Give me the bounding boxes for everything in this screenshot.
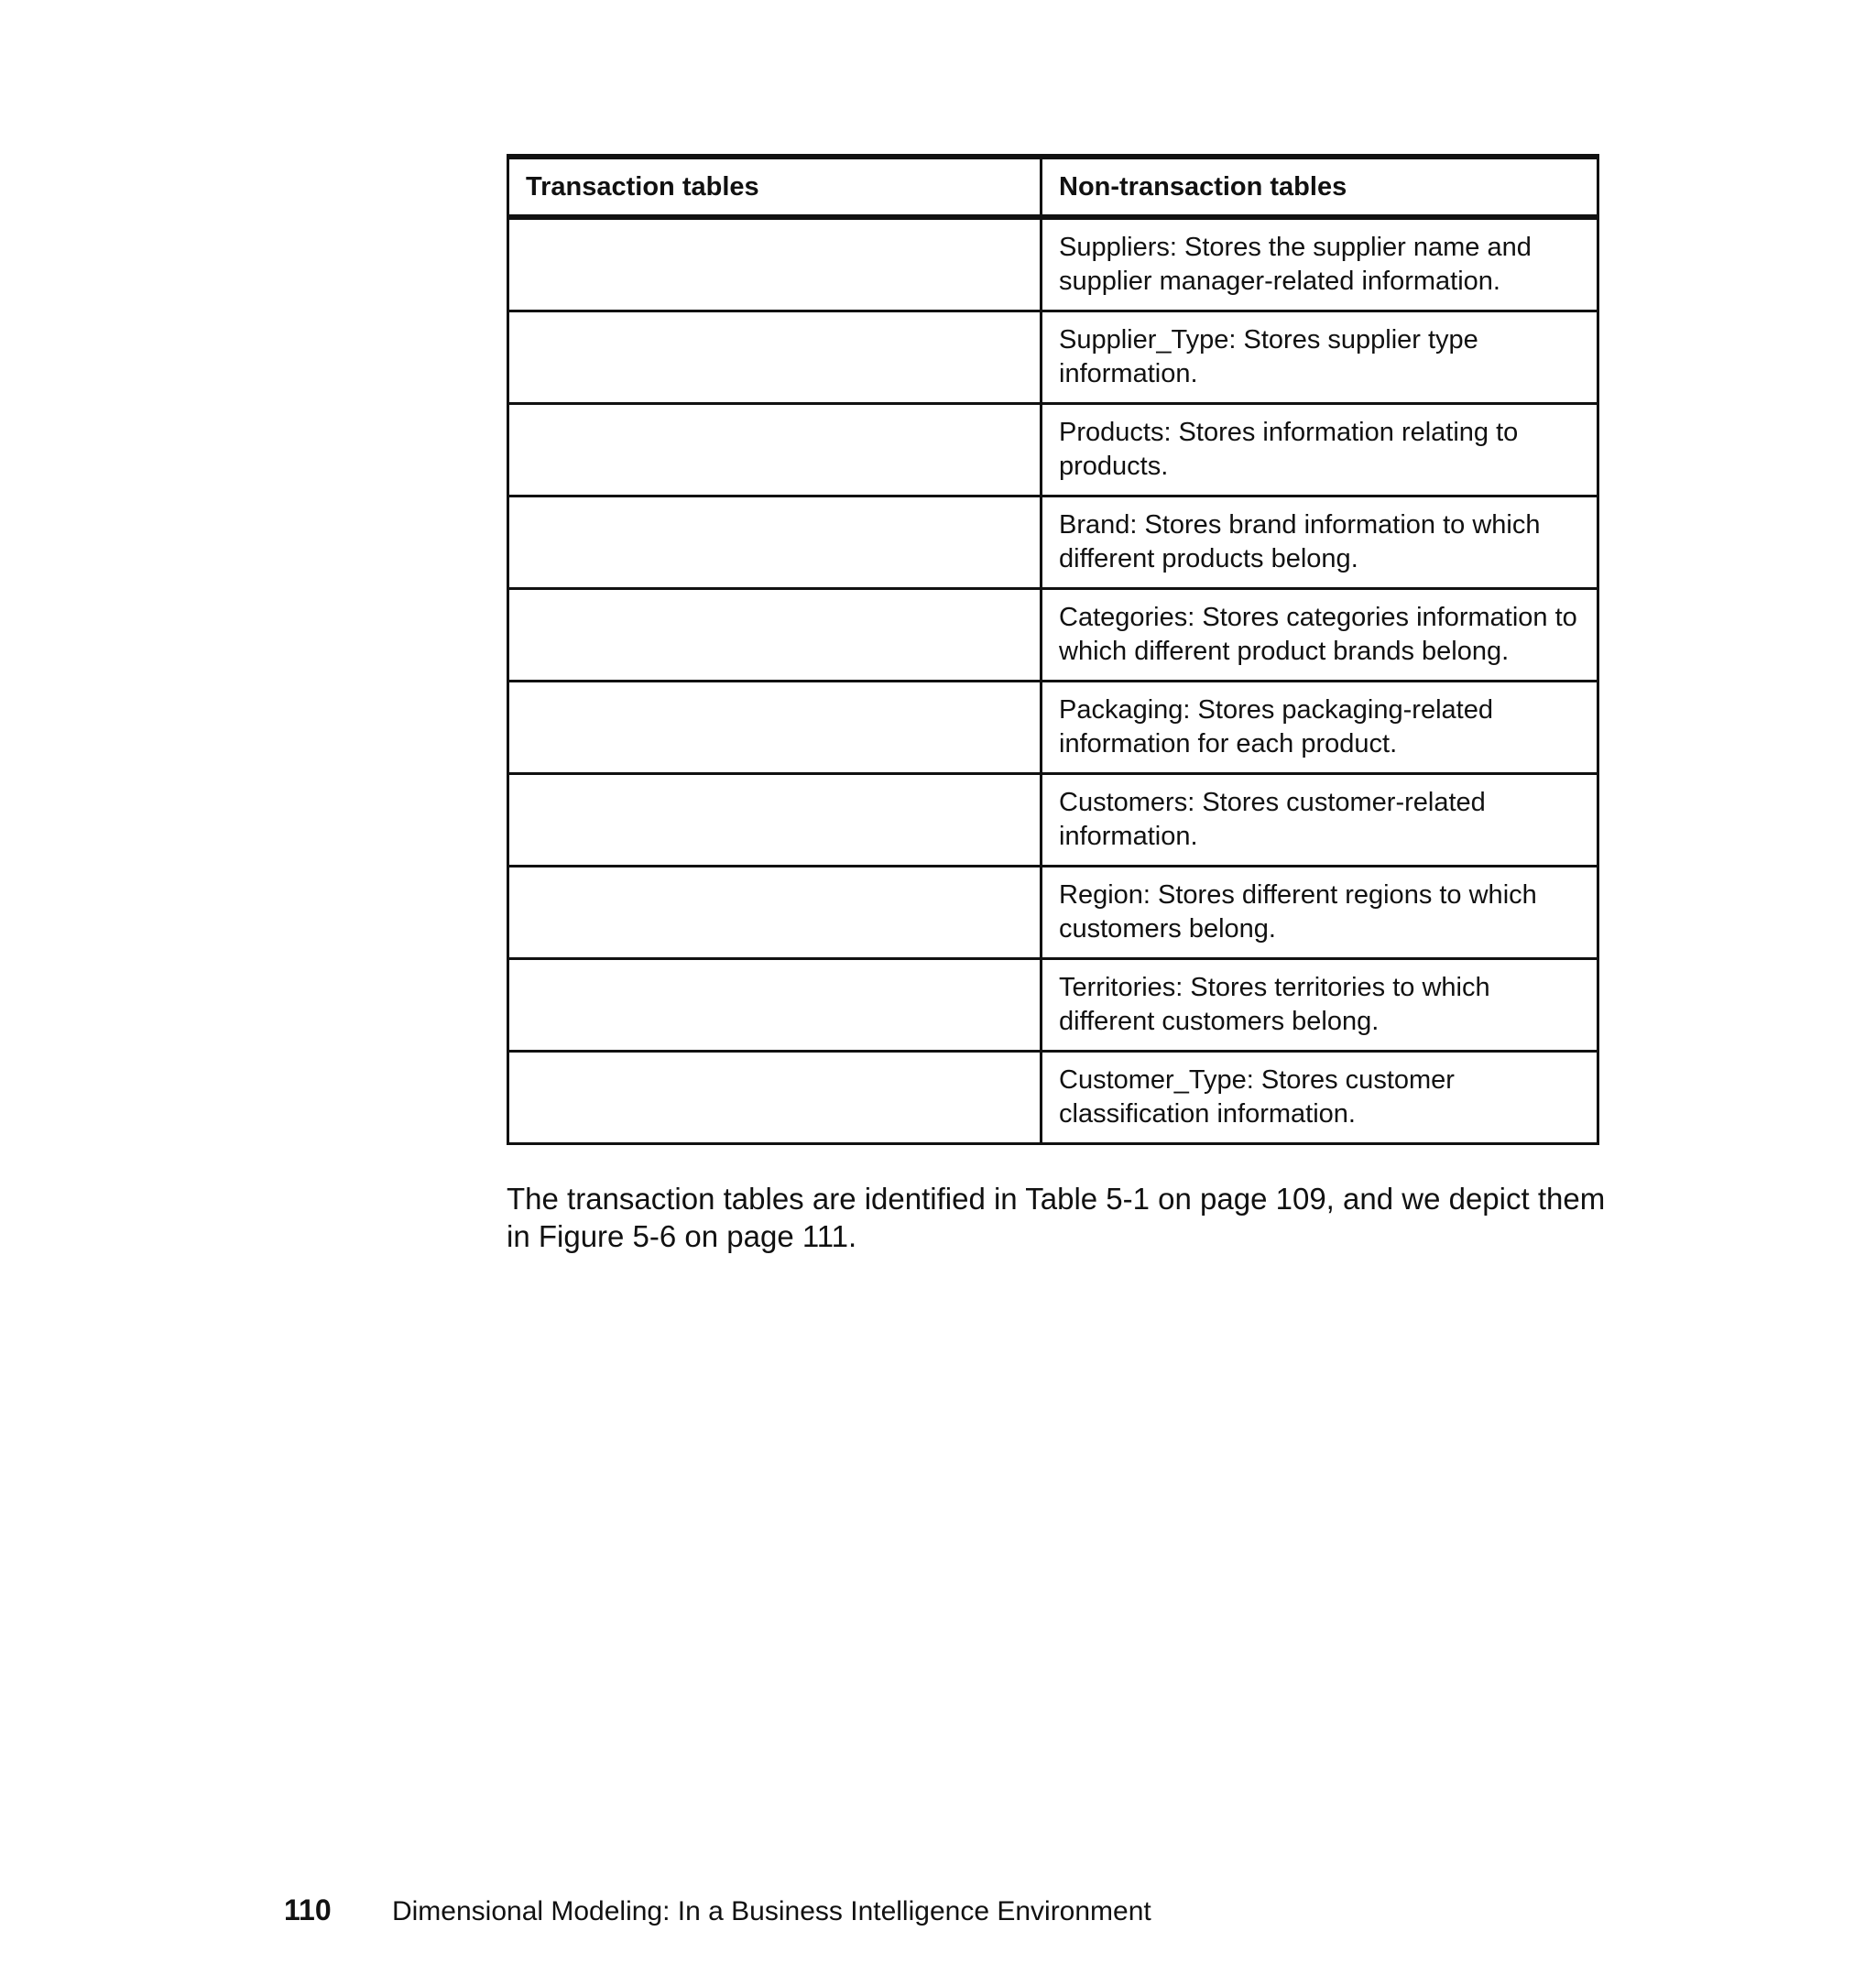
transaction-cell <box>508 311 1042 404</box>
non-transaction-cell: Region: Stores different regions to which customers belong. <box>1042 867 1598 959</box>
table-row <box>508 496 1598 589</box>
table-row <box>508 589 1598 682</box>
non-transaction-cell: Suppliers: Stores the supplier name and supplier manager-related information. <box>1059 233 1532 296</box>
page-number: 110 <box>284 1893 332 1926</box>
table-row <box>508 311 1598 404</box>
table-row <box>508 959 1598 1052</box>
book-title: Dimensional Modeling: In a Business Intelligence Environment <box>391 1896 1151 1926</box>
transaction-cell <box>508 682 1042 774</box>
non-transaction-cell: Customers: Stores customer-related information. <box>1042 774 1598 867</box>
table-row <box>508 867 1598 959</box>
non-transaction-cell: Products: Stores information relating to products. <box>1042 404 1598 496</box>
transaction-cell <box>508 959 1042 1052</box>
non-transaction-cell: Customer_Type: Stores customer classification information. <box>1042 1052 1598 1144</box>
table-row <box>508 404 1598 496</box>
table-row <box>508 1052 1598 1144</box>
table-row <box>508 217 1598 311</box>
non-transaction-cell: Supplier_Type: Stores supplier type information. <box>1042 311 1598 404</box>
transaction-cell <box>508 496 1042 589</box>
non-transaction-cell: Territories: Stores territories to which different customers belong. <box>1042 959 1598 1052</box>
body-paragraph: The transaction tables are identified in Table 5-1 on page 109, and we depict them in Figure 5-6 on page 111. <box>507 1182 1606 1253</box>
non-transaction-cell: Categories: Stores categories information to which different product brands belong. <box>1042 589 1598 682</box>
table-row <box>508 774 1598 867</box>
transaction-cell <box>508 867 1042 959</box>
transaction-cell <box>508 774 1042 867</box>
table-header-row <box>508 157 1598 217</box>
transaction-cell <box>508 589 1042 682</box>
table-row <box>508 682 1598 774</box>
header-non-transaction-tables: Non-transaction tables <box>1042 157 1598 217</box>
transaction-cell <box>508 404 1042 496</box>
non-transaction-cell: Packaging: Stores packaging-related information for each product. <box>1042 682 1598 774</box>
tables-classification-table <box>507 154 1599 1145</box>
transaction-cell <box>508 1052 1042 1144</box>
non-transaction-cell: Brand: Stores brand information to which different products belong. <box>1042 496 1598 589</box>
page-footer <box>284 1893 1151 1927</box>
header-transaction-tables: Transaction tables <box>508 157 1042 217</box>
transaction-cell <box>508 217 1042 311</box>
